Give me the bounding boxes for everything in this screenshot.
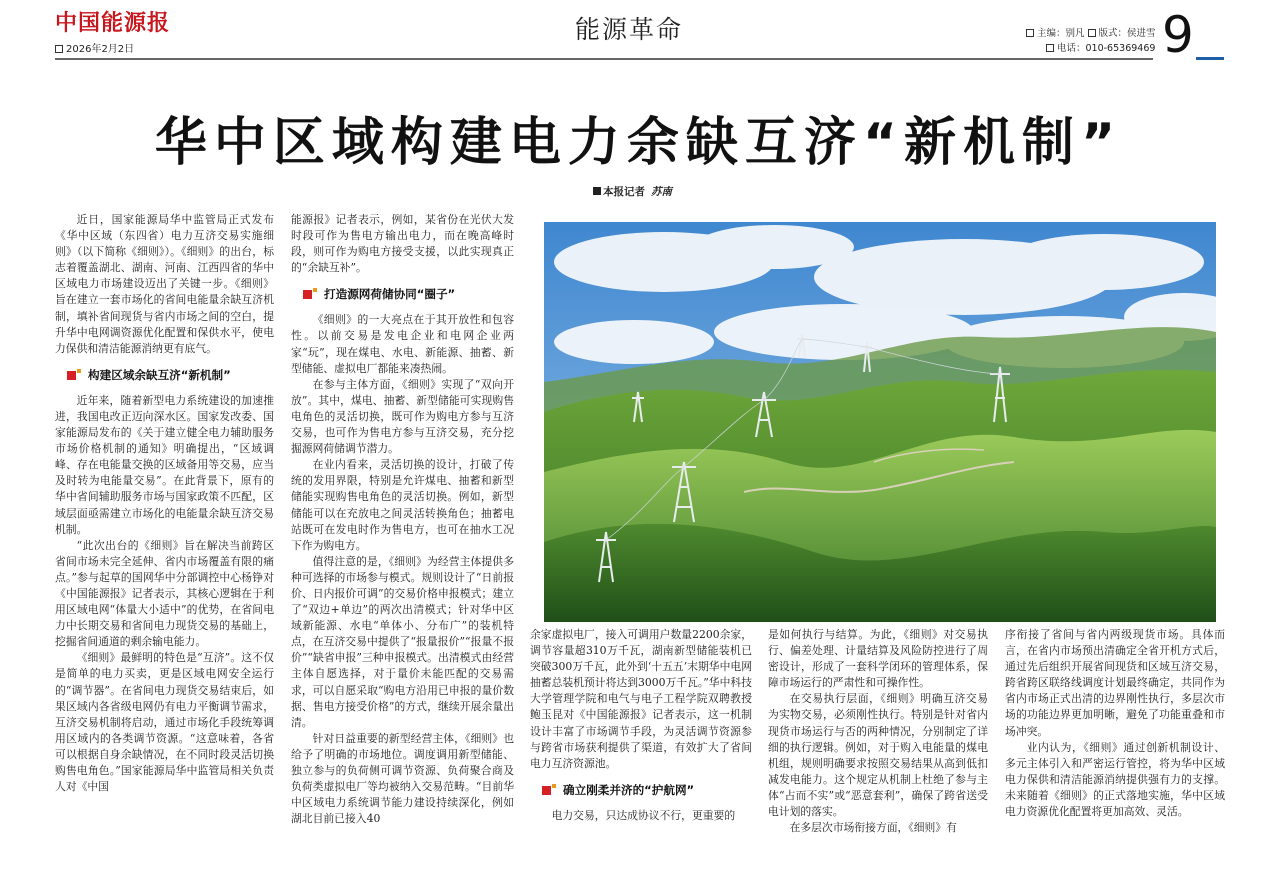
paragraph: 在多层次市场衔接方面，《细则》有 [789,821,957,835]
issue-date [55,40,134,55]
section-subhead [55,366,274,384]
page-number: 9 [1162,6,1194,64]
subhead-text: 确立刚柔并济的“护航网” [563,782,695,797]
landscape-illustration [544,222,1216,622]
article-column-4 [768,627,988,862]
masthead [0,0,1277,62]
byline-label: 本报记者 [603,186,645,198]
section-marker-icon [67,369,81,381]
paragraph: 近年来，随着新型电力系统建设的加速推进，我国电改正迈向深水区。国家发改委、国家能源局发布的《关于建立健全电力辅助服务市场价格机制的通知》明确提出，“区域调峰、存在电能量交换的区域备用等交易，应当及时转为电能量交易”。在此背景下，原有的华中省间辅助服务市场与国家政策不匹配，区域层面亟需建立市场化的电能量余缺互济交易机制。 [55,393,274,536]
article-headline: 华中区域构建电力余缺互济“新机制” [154,113,1123,173]
page-credits [1026,26,1156,56]
square-icon [1026,29,1034,37]
phone-credit: 电话：010-65369469 [1057,43,1156,54]
section-marker-icon [542,784,556,796]
byline [593,184,672,199]
article-column-2 [291,212,514,862]
square-icon [593,187,601,195]
article-column-5 [1005,627,1225,862]
designer-credit: 版式：侯进雪 [1098,28,1156,39]
paragraph: 在业内看来，灵活切换的设计，打破了传统的发用界限，特别是允许煤电、抽蓄和新型储能实现购售电角色的灵活切换。例如，新型储能可以在充放电之间灵活转换角色；抽蓄电站既可在发电时作为售电方，也可在抽水工况下作为购电方。 [291,458,514,552]
author-name: 苏南 [651,186,672,198]
header-accent-rule [1196,57,1224,60]
square-icon [1046,44,1054,52]
section-title: 能源革命 [575,15,684,44]
article-column-3 [530,627,752,862]
paragraph: 值得注意的是，《细则》为经营主体提供多种可选择的市场参与模式。规则设计了“日前报价、日内报价可调”的交易价格申报模式；建立了“双边+单边”的两次出清模式；针对华中区域新能源、水电“单体小、分布广”的装机特点，在互济交易中提供了“报量报价”“报量不报价”“缺省申报”三种申报模式。出清模式由经营主体自愿选择，对于量价未能匹配的交易需求，可以自愿采取“购电方沿用已申报的量价数据、售电方接受价格”的方式，继续开展余量出清。 [291,554,514,729]
newspaper-logo: 中国能源报 [55,10,171,36]
paragraph: 序衔接了省间与省内两级现货市场。具体而言，在省内市场预出清确定全省开机方式后，通过先后组织开展省间现货和区域互济交易，跨省跨区联络线调度计划最终确定，共同作为省内市场正式出清的边界刚性执行，多层次市场的功能边界更加明晰，避免了功能重叠和市场冲突。 [1005,628,1225,738]
paragraph: 能源报》记者表示，例如，某省份在光伏大发时段可作为售电方输出电力，而在晚高峰时段，则可作为购电方接受支援，以此实现真正的“余缺互补”。 [291,213,514,275]
issue-date-text: 2026年2月2日 [66,44,135,55]
editor-credit: 主编：别凡 [1037,28,1085,39]
paragraph: 是如何执行与结算。为此，《细则》对交易执行、偏差处理、计量结算及风险防控进行了周密设计，形成了一套科学闭环的管理体系，保障市场运行的严肃性和可操作性。 [768,628,988,690]
section-marker-icon [303,288,317,300]
square-icon [1088,29,1096,37]
paragraph: 《细则》最鲜明的特色是“互济”。这不仅是简单的电力买卖，更是区域电网安全运行的“调节器”。在省间电力现货交易结束后，如果区域内各省级电网仍有电力平衡调节需求，互济交易机制将启动，通过市场化手段统筹调用区域内的各类调节资源。“这意味着，各省可以根据自身余缺情况，在不同时段灵活切换购售电角色。”国家能源局华中监管局相关负责人对《中国 [55,651,274,794]
section-subhead [530,781,752,799]
subhead-text: 构建区域余缺互济“新机制” [88,367,231,382]
paragraph: 近日，国家能源局华中监管局正式发布《华中区域（东四省）电力互济交易实施细则》（以下简称《细则》）。《细则》的出台，标志着覆盖湖北、湖南、河南、江西四省的华中区域电力市场建设迈出了关键一步。《细则》旨在建立一套市场化的省间电能量余缺互济机制，填补省间现货与省内市场之间的空白，提升华中电网调资源优化配置和保供水平，使电力保供和清洁能源消纳更有底气。 [55,213,274,355]
paragraph: 在参与主体方面，《细则》实现了“双向开放”。其中，煤电、抽蓄、新型储能可实现购售电角色的灵活切换，既可作为购电方参与互济交易，也可作为售电方参与互济交易，充分挖掘源网荷储调节潜力。 [291,377,514,456]
square-icon [55,45,63,53]
mountain-transmission-photo [544,222,1216,622]
paragraph: 《细则》的一大亮点在于其开放性和包容性。以前交易是发电企业和电网企业两家“玩”，现在煤电、水电、新能源、抽蓄、新型储能、虚拟电厂都能来凑热闹。 [291,313,514,375]
article-column-1 [55,212,274,862]
paragraph: 电力交易，只达成协议不行，更重要的 [551,808,736,822]
section-subhead [291,285,514,303]
paragraph: 业内认为，《细则》通过创新机制设计、多元主体引入和严密运行管控，将为华中区域电力保供和清洁能源消纳提供强有力的支撑。未来随着《细则》的正式落地实施，华中区域电力资源优化配置将更加高效、灵活。 [1005,740,1225,819]
header-rule [55,58,1153,60]
paragraph: 余家虚拟电厂，接入可调用户数量2200余家，调节容量超310万千瓦，湖南新型储能装机已突破300万千瓦，此外到‘十五五’末期华中电网抽蓄总装机预计将达到3000万千瓦。”华中科技大学管理学院和电气与电子工程学院双聘教授鲍玉昆对《中国能源报》记者表示，这一机制设计丰富了市场调节手段，为灵活调节资源参与跨省市场获利提供了渠道，有效扩大了省间电力互济资源池。 [530,628,752,770]
paragraph: 在交易执行层面，《细则》明确互济交易为实物交易，必须刚性执行。特别是针对省内现货市场运行与否的两种情况，分别制定了详细的执行逻辑。例如，对于购入电能量的煤电机组，规则明确要求按照交易结果从高到低扣减发电能力。这个规定从机制上杜绝了参与主体“占而不实”或“恶意套利”，确保了跨省送受电计划的落实。 [768,692,988,819]
subhead-text: 打造源网荷储协同“圈子” [324,287,456,302]
paragraph: 针对日益重要的新型经营主体，《细则》也给予了明确的市场地位。调度调用新型储能、独立参与的负荷侧可调节资源、负荷聚合商及负荷类虚拟电厂等均被纳入交易范畴。“目前华中区域电力系统调节能力建设持续深化，例如湖北目前已接入40 [291,731,514,826]
paragraph: “此次出台的《细则》旨在解决当前跨区省间市场未完全延伸、省内市场覆盖有限的痛点。”参与起草的国网华中分部调控中心杨铮对《中国能源报》记者表示，其核心逻辑在于利用区域电网“体量大小适中”的优势，在省间电力中长期交易和省间电力现货交易的基础上，挖掘省间通道的剩余输电能力。 [55,538,274,649]
